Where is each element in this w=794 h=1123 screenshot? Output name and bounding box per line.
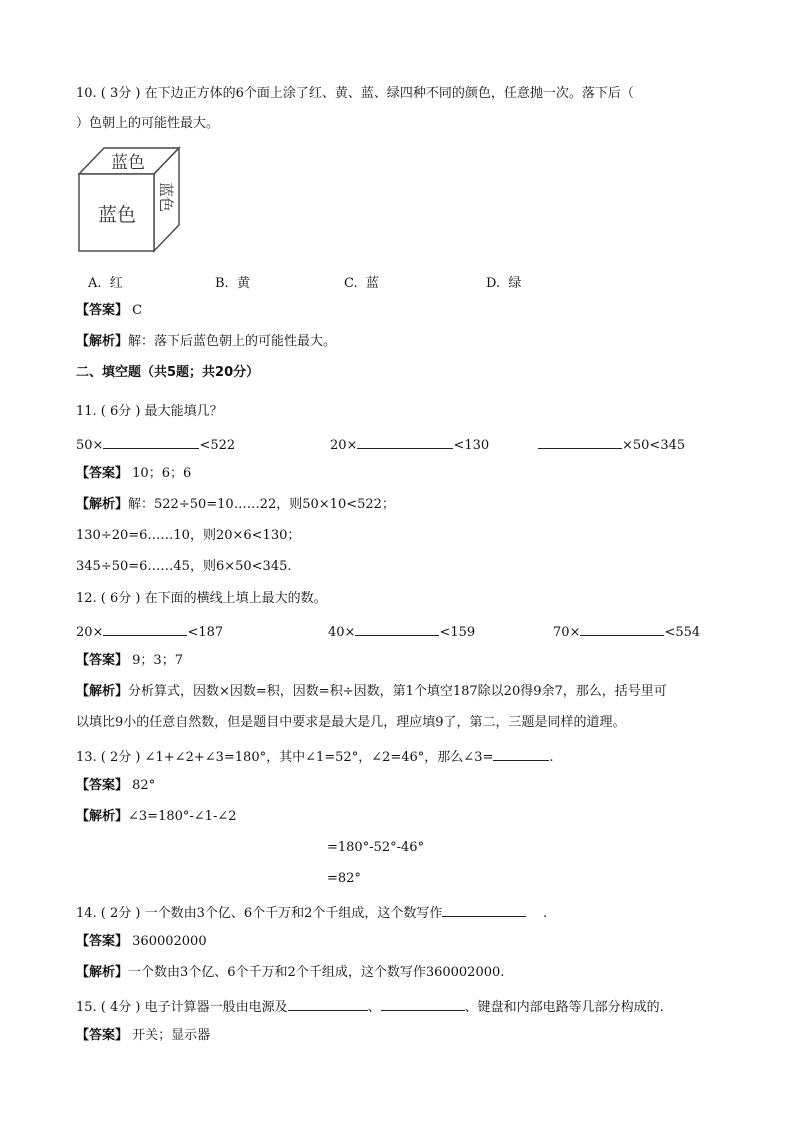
q12-analysis-1: 【解析】分析算式，因数×因数=积，因数=积÷因数，第1个填空187除以20得9余7，那么，括号里可 bbox=[76, 684, 667, 699]
q15-blank-1[interactable] bbox=[288, 997, 368, 1011]
q11-analysis-1: 【解析】解：522÷50=10……22，则50×10<522； bbox=[76, 497, 395, 512]
q13-blank[interactable] bbox=[493, 747, 549, 761]
q13-stem: 13. ( 2分 ) ∠1+∠2+∠3=180°，其中∠1=52°，∠2=46°，那么∠3= . bbox=[76, 747, 554, 766]
q12-blank-1[interactable] bbox=[103, 622, 187, 636]
cube-front-label: 蓝色 bbox=[97, 204, 137, 226]
q10-option-c: C. 蓝 bbox=[344, 276, 379, 291]
q12-blank-2[interactable] bbox=[355, 622, 439, 636]
q10-answer: 【答案】 C bbox=[76, 303, 143, 318]
q11-blank-2[interactable] bbox=[357, 435, 453, 449]
q12-item-2: 40× <159 bbox=[328, 622, 475, 641]
q15-stem: 15. ( 4分 ) 电子计算器一般由电源及 、 、键盘和内部电路等几部分构成的. bbox=[76, 997, 664, 1016]
q10-option-d: D. 绿 bbox=[486, 276, 522, 291]
cube-side-label: 蓝色 bbox=[157, 182, 175, 213]
q11-answer: 【答案】 10；6；6 bbox=[76, 466, 192, 481]
q11-item-2: 20× <130 bbox=[330, 435, 489, 454]
q14-analysis: 【解析】一个数由3个亿、6个千万和2个千组成，这个数写作360002000. bbox=[76, 965, 505, 980]
q15-answer: 【答案】 开关；显示器 bbox=[76, 1028, 211, 1043]
q11-analysis-3: 345÷50=6……45，则6×50<345. bbox=[76, 559, 292, 574]
q12-item-1: 20× <187 bbox=[76, 622, 223, 641]
q11-analysis-2: 130÷20=6……10，则20×6<130； bbox=[76, 528, 301, 543]
q13-answer: 【答案】 82° bbox=[76, 778, 156, 793]
cube-top-label: 蓝色 bbox=[111, 153, 145, 173]
q10-stem-line2: ）色朝上的可能性最大。 bbox=[76, 116, 220, 131]
q11-blank-3[interactable] bbox=[538, 435, 622, 449]
q12-item-3: 70× <554 bbox=[553, 622, 700, 641]
q10-option-b: B. 黄 bbox=[215, 276, 250, 291]
q14-blank[interactable] bbox=[442, 903, 526, 917]
q12-analysis-2: 以填比9小的任意自然数，但是题目中要求是最大是几，理应填9了，第二，三题是同样的道理。 bbox=[76, 715, 626, 730]
q10-analysis: 【解析】解：落下后蓝色朝上的可能性最大。 bbox=[76, 334, 337, 349]
q12-blank-3[interactable] bbox=[580, 622, 664, 636]
cube-figure bbox=[76, 145, 182, 253]
section-title: 二、填空题（共5题；共20分） bbox=[76, 365, 260, 380]
q13-analysis-1: 【解析】∠3=180°-∠1-∠2 bbox=[76, 809, 237, 824]
q11-item-1: 50× <522 bbox=[76, 435, 235, 454]
q14-answer: 【答案】 360002000 bbox=[76, 934, 207, 949]
q12-answer: 【答案】 9；3；7 bbox=[76, 653, 183, 668]
q13-analysis-3: =82° bbox=[327, 871, 361, 886]
q10-stem-line1: 10. ( 3分 ) 在下边正方体的6个面上涂了红、黄、蓝、绿四种不同的颜色，任意抛一次。落下后（ bbox=[76, 86, 634, 101]
q11-item-3: ×50<345 bbox=[538, 435, 685, 454]
q10-option-a: A. 红 bbox=[88, 276, 123, 291]
q13-analysis-2: =180°-52°-46° bbox=[327, 840, 425, 855]
q11-blank-1[interactable] bbox=[103, 435, 199, 449]
q12-stem: 12. ( 6分 ) 在下面的横线上填上最大的数。 bbox=[76, 591, 327, 606]
q15-blank-2[interactable] bbox=[381, 997, 465, 1011]
q14-stem: 14. ( 2分 ) 一个数由3个亿、6个千万和2个千组成，这个数写作 . bbox=[76, 903, 547, 922]
q11-stem: 11. ( 6分 ) 最大能填几？ bbox=[76, 404, 223, 419]
